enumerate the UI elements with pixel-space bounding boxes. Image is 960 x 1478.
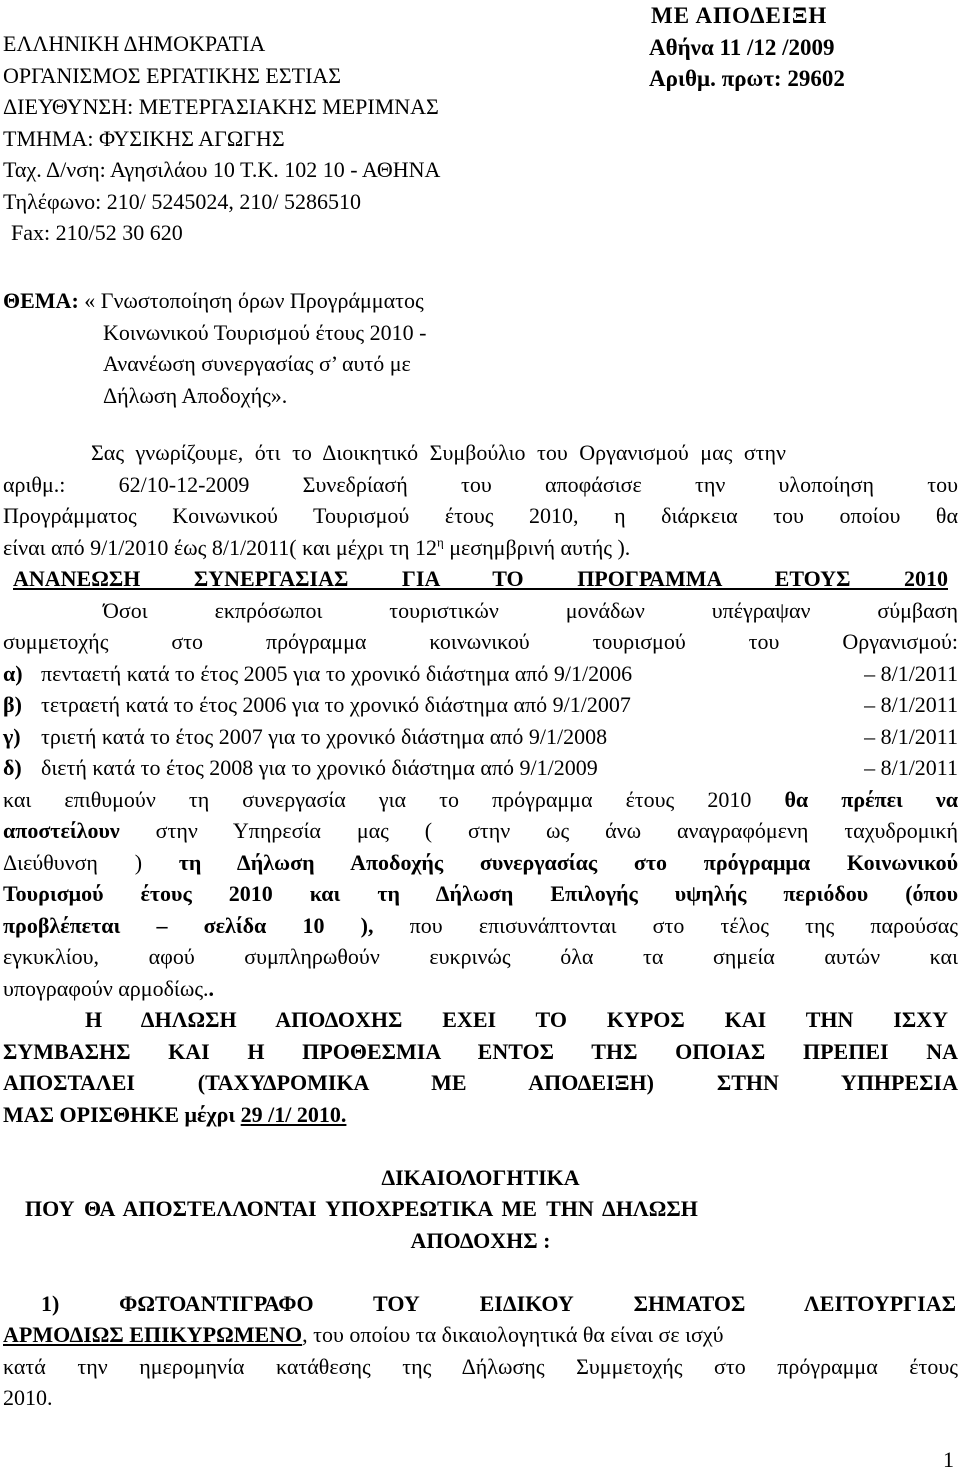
- renewal-line: Όσοι εκπρόσωποι τουριστικών μονάδων υπέγραψαν σύμβαση: [103, 597, 958, 623]
- subject-line: Δήλωση Αποδοχής».: [103, 382, 288, 408]
- intro-line: αριθμ.: 62/10-12-2009 Συνεδρίασή του αποφάσισε την υλοποίηση του: [3, 471, 958, 497]
- body: [3, 437, 958, 1414]
- fax: Fax: 210/52 30 620: [11, 220, 183, 245]
- list-item-end: – 8/1/2011: [864, 723, 958, 749]
- list-item-label: β): [3, 692, 22, 717]
- notice-line: [3, 1099, 958, 1131]
- intro-line-end: μεσημβρινή αυτής ).: [449, 534, 631, 560]
- paragraph-bold: .: [208, 975, 215, 1001]
- subject-line: Ανανέωση συνεργασίας σ’ αυτό με: [103, 351, 411, 376]
- docs-item-line: 1) ΦΩΤΟΑΝΤΙΓΡΑΦΟ ΤΟΥ ΕΙΔΙΚΟΥ ΣΗΜΑΤΟΣ ΛΕΙΤΟΥΡΓΙΑΣ: [41, 1290, 956, 1316]
- org-line: ΔΙΕΥΘΥΝΣΗ: ΜΕΤΕΡΓΑΣΙΑΚΗΣ ΜΕΡΙΜΝΑΣ: [3, 94, 439, 119]
- paragraph-text: υπογραφούν αρμοδίως.: [3, 975, 209, 1001]
- intro-line: Σας γνωρίζουμε, ότι το Διοικητικό Συμβούλιο του Οργανισμού μας στην: [91, 440, 786, 465]
- phone: Τηλέφωνο: 210/ 5245024, 210/ 5286510: [3, 188, 361, 214]
- paragraph-line: [3, 784, 958, 816]
- org-line: ΕΛΛΗΝΙΚΗ ΔΗΜΟΚΡΑΤΙΑ: [3, 31, 266, 56]
- paragraph-text: που επισυνάπτονται στο τέλος της παρούσας: [409, 912, 958, 938]
- paragraph-line: [3, 973, 958, 1005]
- paragraph-text: Διεύθυνση ): [3, 849, 143, 875]
- list-item-text: διετή κατά το έτος 2008 για το χρονικό διάστημα από 9/1/2009: [41, 755, 598, 780]
- superscript: η: [436, 534, 444, 550]
- paragraph-line: [3, 815, 958, 847]
- paragraph-line: [3, 847, 958, 879]
- list-item: [3, 658, 958, 690]
- protocol-number: Αριθμ. πρωτ: 29602: [649, 66, 845, 91]
- docs-item-line: κατά την ημερομηνία κατάθεσης της Δήλωσης Συμμετοχής στο πρόγραμμα έτους: [3, 1353, 958, 1379]
- list-item: [3, 721, 958, 753]
- header-right: [649, 0, 960, 95]
- renewal-heading: ΑΝΑΝΕΩΣΗ ΣΥΝΕΡΓΑΣΙΑΣ ΓΙΑ ΤΟ ΠΡΟΓΡΑΜΜΑ ΕΤΟΥΣ 2010: [13, 566, 948, 591]
- paragraph-text: και επιθυμούν τη συνεργασία για το πρόγραμμα έτους 2010: [3, 786, 752, 812]
- list-item-label: δ): [3, 755, 22, 780]
- subject-line: « Γνωστοποίηση όρων Προγράμματος: [84, 288, 424, 313]
- notice-text: ΜΑΣ ΟΡΙΣΘΗΚΕ μέχρι: [3, 1101, 236, 1127]
- subject-block: [3, 285, 903, 411]
- org-line: ΟΡΓΑΝΙΣΜΟΣ ΕΡΓΑΤΙΚΗΣ ΕΣΤΙΑΣ: [3, 62, 342, 88]
- delivery-note: ΜΕ ΑΠΟΔΕΙΞΗ: [651, 3, 828, 28]
- document-date: Αθήνα 11 /12 /2009: [649, 34, 835, 60]
- paragraph-bold: τη Δήλωση Αποδοχής συνεργασίας στο πρόγραμμα Κοινωνικού: [178, 849, 958, 875]
- list-item-text: τετραετή κατά το έτος 2006 για το χρονικό διάστημα από 9/1/2007: [41, 692, 631, 717]
- paragraph-line: εγκυκλίου, αφού συμπληρωθούν ευκρινώς όλα τα σημεία αυτών και: [3, 944, 958, 969]
- list-item: [3, 689, 958, 721]
- notice-line: Η ΔΗΛΩΣΗ ΑΠΟΔΟΧΗΣ ΕΧΕΙ ΤΟ ΚΥΡΟΣ ΚΑΙ ΤΗΝ ΙΣΧΥ: [85, 1007, 948, 1032]
- paragraph-line: [3, 910, 958, 942]
- list-item: [3, 752, 958, 784]
- intro-line: είναι από 9/1/2010 έως 8/1/2011( και μέχρι τη 12: [3, 534, 437, 560]
- list-item-end: – 8/1/2011: [864, 692, 958, 717]
- docs-title: ΠΟΥ ΘΑ ΑΠΟΣΤΕΛΛΟΝΤΑΙ ΥΠΟΧΡΕΩΤΙΚΑ ΜΕ ΤΗΝ ΔΗΛΩΣΗ: [25, 1196, 698, 1221]
- paragraph-bold: θα πρέπει να: [784, 786, 958, 812]
- header-left: [3, 28, 643, 249]
- docs-item-line: 2010.: [3, 1385, 53, 1410]
- address: Ταχ. Δ/νση: Αγησιλάου 10 Τ.Κ. 102 10 - ΑΘΗΝΑ: [3, 157, 441, 182]
- list-item-label: γ): [3, 723, 21, 749]
- list-item-end: – 8/1/2011: [864, 660, 958, 686]
- paragraph-bold: αποστείλουν: [3, 818, 120, 843]
- subject-line: Κοινωνικού Τουρισμού έτους 2010 -: [103, 319, 427, 345]
- paragraph-bold: προβλέπεται – σελίδα 10 ),: [3, 912, 374, 938]
- intro-line: Προγράμματος Κοινωνικού Τουρισμού έτους 2010, η διάρκεια του οποίου θα: [3, 503, 958, 528]
- docs-item-line: [3, 1319, 958, 1351]
- subject-label: ΘΕΜΑ:: [3, 288, 79, 313]
- docs-item-text: , του οποίου τα δικαιολογητικά θα είναι σε ισχύ: [302, 1322, 724, 1347]
- docs-title: ΑΠΟΔΟΧΗΣ :: [410, 1227, 551, 1253]
- notice-line: ΑΠΟΣΤΑΛΕΙ (ΤΑΧΥΔΡΟΜΙΚΑ ΜΕ ΑΠΟΔΕΙΞΗ) ΣΤΗΝ ΥΠΗΡΕΣΙΑ: [3, 1070, 958, 1095]
- list-item-label: α): [3, 660, 23, 686]
- list-item-text: τριετή κατά το έτος 2007 για το χρονικό διάστημα από 9/1/2008: [41, 723, 608, 749]
- list-item-text: πενταετή κατά το έτος 2005 για το χρονικό διάστημα από 9/1/2006: [41, 660, 633, 686]
- paragraph-text: στην Υπηρεσία μας ( στην ως άνω αναγραφόμενη ταχυδρομική: [155, 818, 959, 843]
- notice-line: ΣΥΜΒΑΣΗΣ ΚΑΙ Η ΠΡΟΘΕΣΜΙΑ ΕΝΤΟΣ ΤΗΣ ΟΠΟΙΑΣ ΠΡΕΠΕΙ ΝΑ: [3, 1038, 958, 1064]
- org-line: ΤΜΗΜΑ: ΦΥΣΙΚΗΣ ΑΓΩΓΗΣ: [3, 125, 285, 151]
- page-number: 1: [943, 1447, 954, 1472]
- list-item-end: – 8/1/2011: [864, 755, 958, 780]
- deadline-date: 29 /1/ 2010.: [240, 1101, 347, 1127]
- paragraph-line: Τουρισμού έτους 2010 και τη Δήλωση Επιλογής υψηλής περιόδου (όπου: [3, 881, 958, 906]
- docs-item-bold: ΑΡΜΟΔΙΩΣ ΕΠΙΚΥΡΩΜΕΝΟ: [3, 1322, 303, 1347]
- docs-title: ΔΙΚΑΙΟΛΟΓΗΤΙΚΑ: [381, 1164, 580, 1190]
- renewal-line: συμμετοχής στο πρόγραμμα κοινωνικού τουρισμού του Οργανισμού:: [3, 629, 958, 654]
